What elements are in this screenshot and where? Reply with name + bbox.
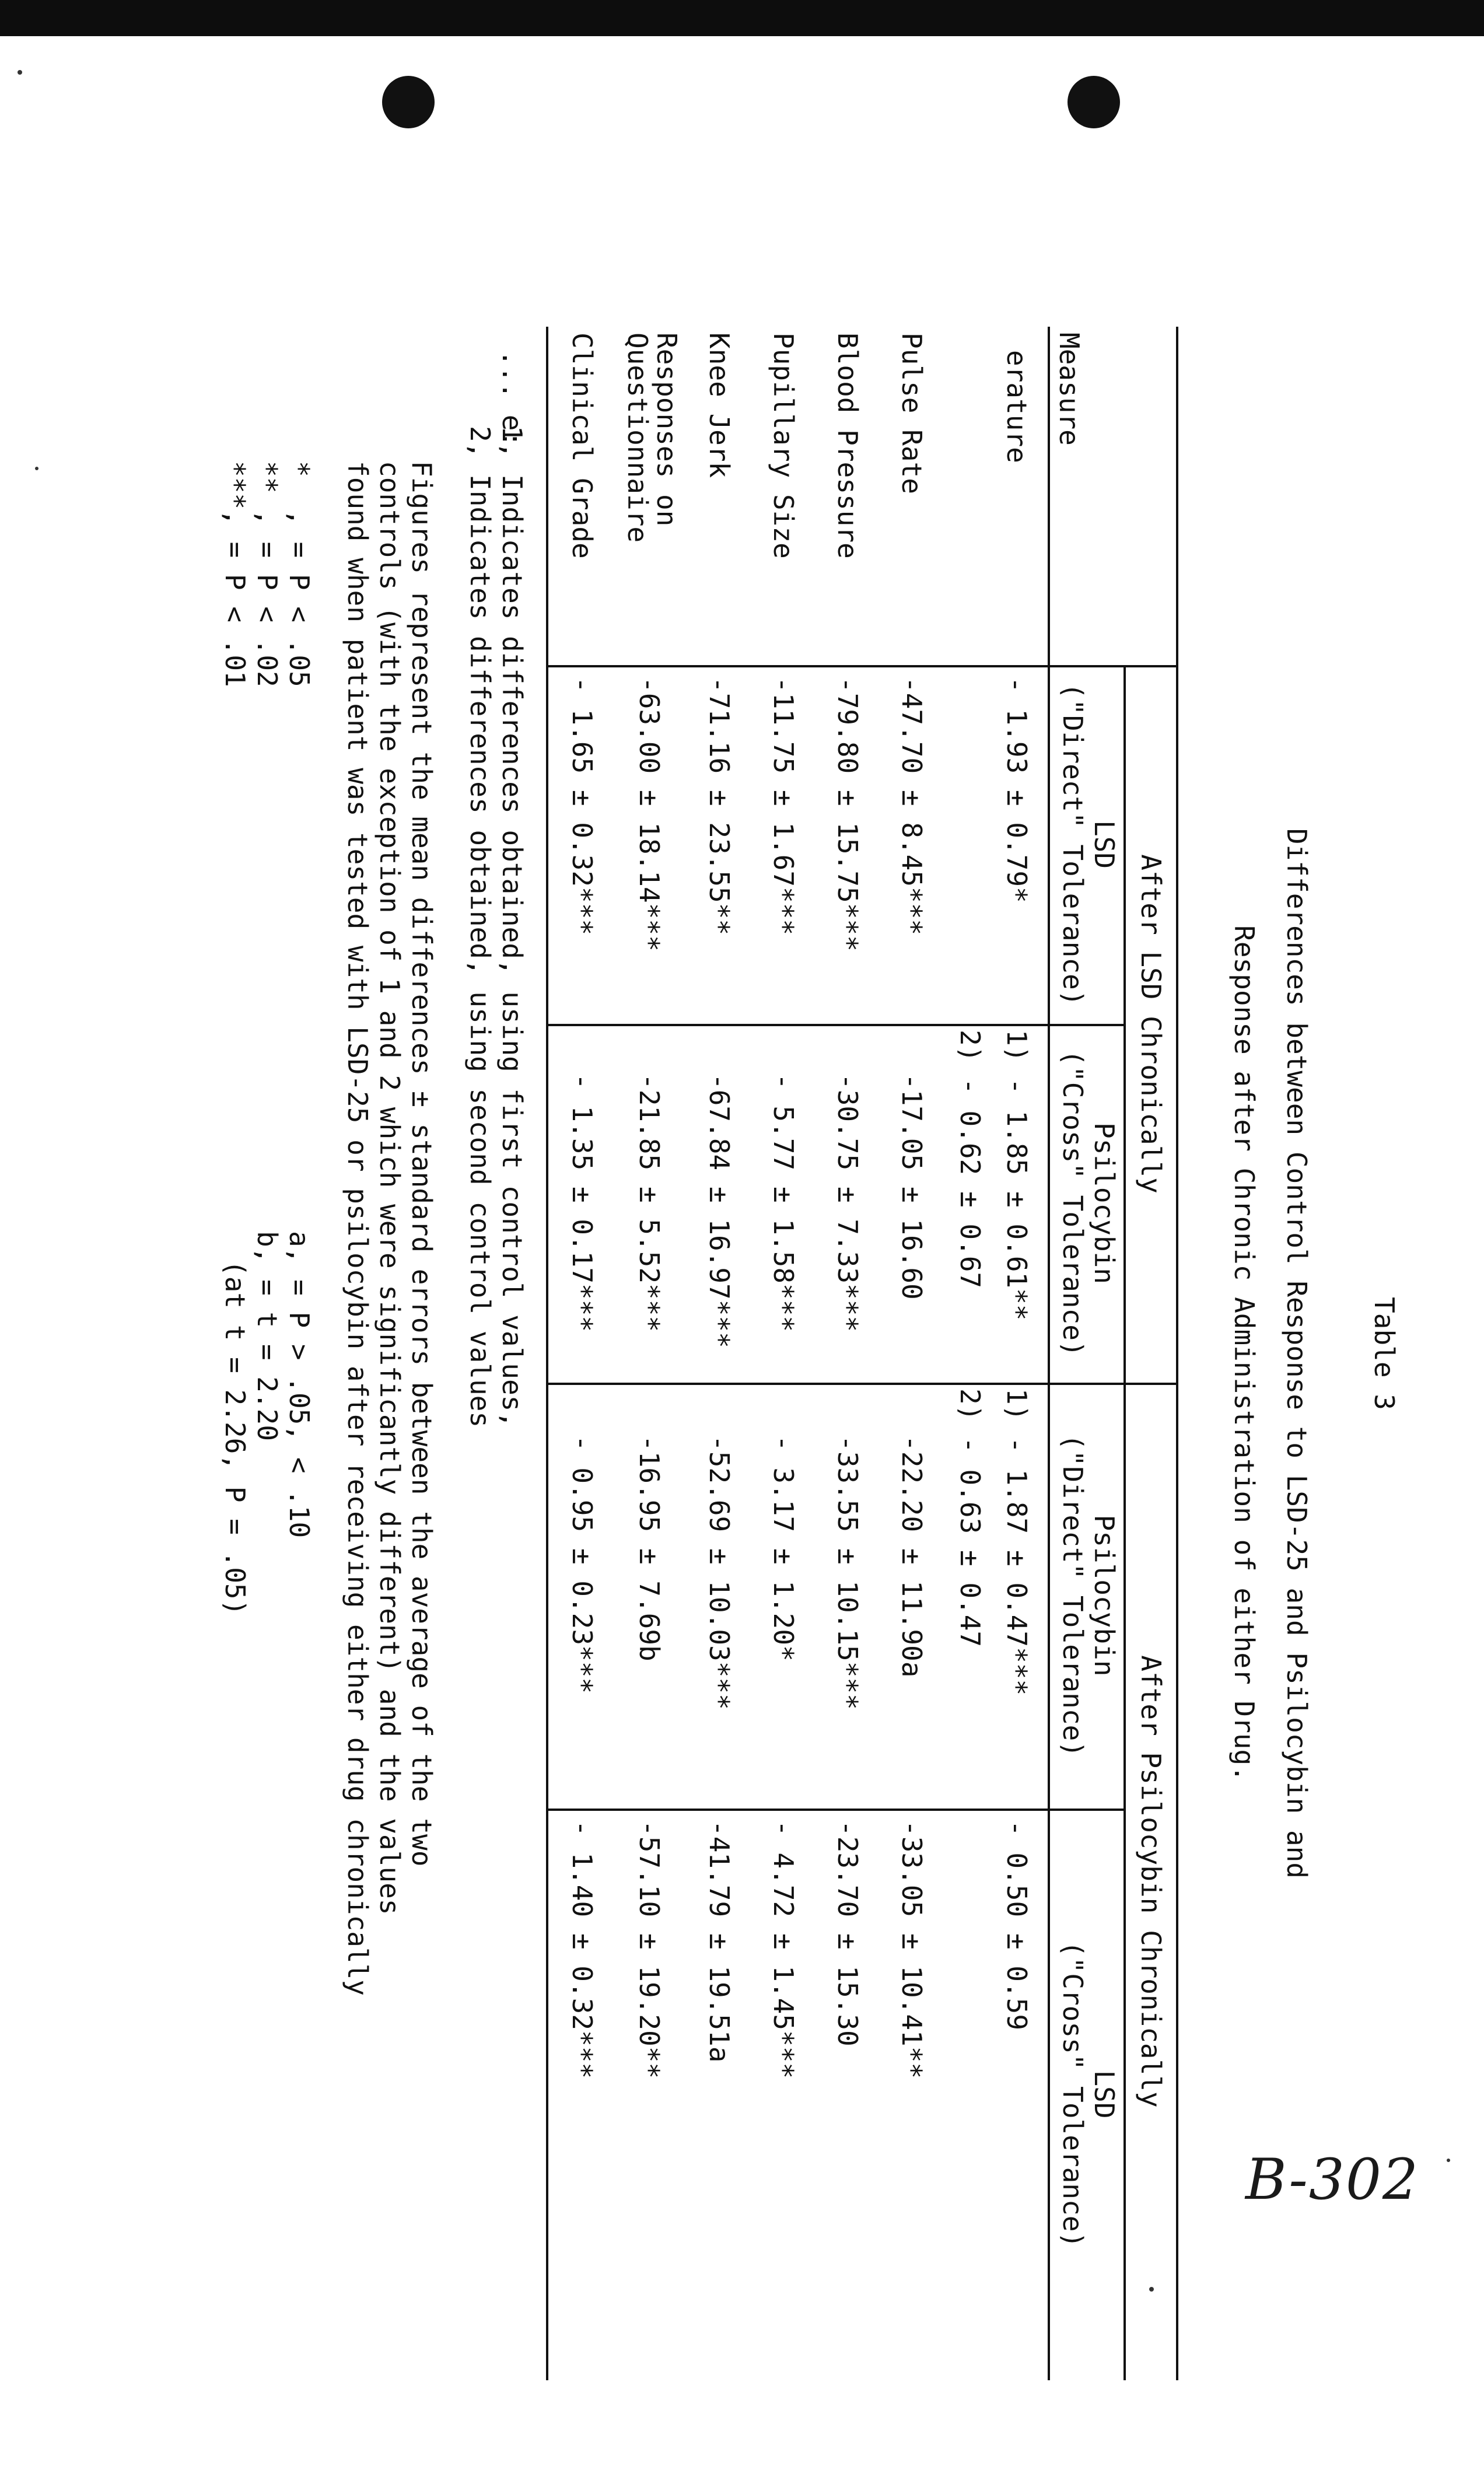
table-cell: -52.69 ± 10.03*** (704, 1435, 735, 1710)
table-cell: - 1.65 ± 0.32*** (566, 677, 598, 936)
row-measure-label: Pulse Rate (896, 333, 928, 494)
table-cell: -23.70 ± 15.30 (832, 1820, 863, 2047)
table-cell: 1) - 1.85 ± 0.61** (1001, 1030, 1032, 1321)
significance-key: * , = P < .05 (284, 461, 315, 687)
punch-hole (382, 76, 435, 128)
footnote-figures-line: found when patient was tested with LSD-25 or psilocybin after receiving either drug chronically (342, 461, 373, 1996)
column-divider (548, 1024, 1126, 1026)
column-header-drug: LSD (1088, 820, 1120, 869)
column-header-tolerance: ("Direct" Tolerance) (1057, 683, 1088, 1006)
column-header-tolerance: ("Direct" Tolerance) (1057, 1434, 1088, 1757)
row-measure-label: Clinical Grade (566, 333, 598, 559)
footnote-figures-line: Figures represent the mean differences ± standard errors between the average of the two (406, 461, 438, 1867)
header-bottom-rule (1048, 327, 1050, 2380)
row-measure-label: Knee Jerk (704, 333, 735, 478)
group-header-after-lsd: After LSD Chronically (1135, 854, 1167, 1194)
table-cell: -21.85 ± 5.52*** (634, 1073, 665, 1332)
footnote-line: 2, Indicates differences obtained, using second control values (464, 426, 496, 1428)
column-header-drug: LSD (1088, 2070, 1120, 2119)
row-measure-label: Blood Pressure (832, 333, 863, 559)
table-cell: - 5.77 ± 1.58*** (768, 1073, 799, 1332)
footnote-figures-line: controls (with the exception of 1 and 2 which were significantly different) and the values (374, 461, 405, 1915)
table-cell: -79.80 ± 15.75*** (832, 677, 863, 952)
table-cell: -57.10 ± 19.20** (634, 1820, 665, 2079)
table-cell: -33.55 ± 10.15*** (832, 1435, 863, 1710)
table-cell: - 0.95 ± 0.23*** (566, 1435, 598, 1694)
table-cell: - 1.93 ± 0.79* (1001, 677, 1032, 903)
table-cell: - 4.72 ± 1.45*** (768, 1820, 799, 2079)
table-cell: -22.20 ± 11.90a (896, 1435, 928, 1678)
group-header-rule (1124, 665, 1126, 2380)
scan-speck (35, 467, 38, 470)
significance-key: ** , = P < .02 (251, 461, 283, 687)
table-cell: - 1.40 ± 0.32*** (566, 1820, 598, 2079)
table-top-rule (1176, 327, 1178, 2380)
table-cell: -16.95 ± 7.69b (634, 1435, 665, 1662)
footnote-prefix: ... e: (496, 350, 528, 447)
table-cell: - 1.35 ± 0.17*** (566, 1073, 598, 1332)
significance-key: a, = P > .05, < .10 (284, 1231, 315, 1538)
table-cell: -33.05 ± 10.41** (896, 1820, 928, 2079)
table-cell: 1) - 1.87 ± 0.47*** (1001, 1388, 1032, 1696)
table-cell: 2) - 0.62 ± 0.67 (954, 1030, 986, 1289)
scan-top-edge (0, 0, 1484, 36)
column-header-tolerance: ("Cross" Tolerance) (1057, 1940, 1088, 2248)
significance-key: b, = t = 2.20 (251, 1231, 283, 1442)
row-measure-label: erature (1001, 350, 1032, 463)
table-bottom-rule (546, 327, 548, 2380)
column-divider (548, 1809, 1126, 1811)
handwritten-reference: B-302 (1245, 2147, 1419, 2212)
title-line-1: Differences between Control Response to LSD-25 and Psilocybin and (1281, 828, 1312, 1879)
table-cell: -41.79 ± 19.51a (704, 1820, 735, 2063)
column-header-drug: Psilocybin (1088, 1514, 1120, 1677)
table-cell: - 3.17 ± 1.20* (768, 1435, 799, 1662)
table-cell: -30.75 ± 7.33*** (832, 1073, 863, 1332)
table-cell: -17.05 ± 16.60 (896, 1073, 928, 1300)
table-cell: -47.70 ± 8.45*** (896, 677, 928, 936)
table-cell: -71.16 ± 23.55** (704, 677, 735, 936)
table-cell: -67.84 ± 16.97*** (704, 1073, 735, 1348)
scan-speck (1447, 2159, 1450, 2162)
table-cell: -63.00 ± 18.14*** (634, 677, 665, 952)
row-measure-label: Pupillary Size (768, 333, 799, 559)
title-line-2: Response after Chronic Administration of either Drug. (1228, 925, 1260, 1782)
footnote-line: 1, Indicates differences obtained, using first control values, (496, 426, 528, 1428)
column-header-measure: Measure (1054, 333, 1085, 446)
row-measure-label: Responses on (651, 333, 682, 527)
significance-key: (at t = 2.26, P = .05) (219, 1260, 251, 1616)
scan-speck (18, 70, 22, 75)
table-cell: 2) - 0.63 ± 0.47 (954, 1388, 986, 1647)
row-measure-label: Questionnaire (622, 333, 653, 543)
column-header-tolerance: ("Cross" Tolerance) (1057, 1050, 1088, 1357)
punch-hole (1068, 76, 1120, 128)
table-cell: - 0.50 ± 0.59 (1001, 1820, 1032, 2031)
table-number: Table 3 (1368, 1297, 1400, 1410)
column-header-drug: Psilocybin (1088, 1122, 1120, 1284)
significance-key: ***, = P < .01 (219, 461, 251, 687)
rotated-page (88, 327, 1400, 2380)
group-header-after-psilocybin: After Psilocybin Chronically (1135, 1655, 1167, 2108)
table-cell: -11.75 ± 1.67*** (768, 677, 799, 936)
